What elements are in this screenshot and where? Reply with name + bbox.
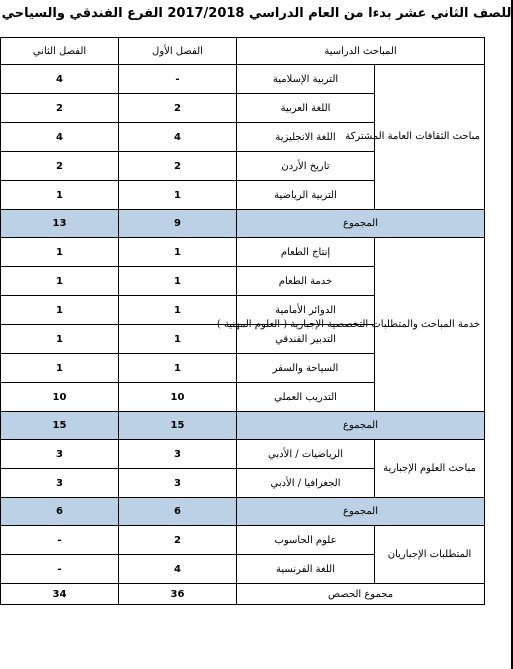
- semester-2-cell: 4: [1, 123, 119, 152]
- subject-cell: إنتاج الطعام: [237, 238, 375, 267]
- header-row: [1, 38, 485, 65]
- total-semester-2: 15: [1, 412, 119, 440]
- semester-1-cell: 3: [119, 469, 237, 498]
- semester-1-cell: 4: [119, 555, 237, 584]
- subject-cell: الدوائر الأمامية: [237, 296, 375, 325]
- total-semester-1: 15: [119, 412, 237, 440]
- grand-total-row: [1, 584, 485, 605]
- grand-total-label: مجموع الحصص: [237, 584, 485, 605]
- subject-cell: خدمة الطعام: [237, 267, 375, 296]
- total-row: [1, 498, 485, 526]
- semester-1-cell: 2: [119, 94, 237, 123]
- subject-cell: التربية الإسلامية: [237, 65, 375, 94]
- semester-2-cell: 1: [1, 325, 119, 354]
- total-label: المجموع: [237, 498, 485, 526]
- subject-cell: السياحة والسفر: [237, 354, 375, 383]
- header-semester-1: الفصل الأول: [119, 38, 237, 65]
- total-row: [1, 210, 485, 238]
- subject-cell: الرياضيات / الأدبي: [237, 440, 375, 469]
- semester-2-cell: 1: [1, 354, 119, 383]
- semester-1-cell: 1: [119, 181, 237, 210]
- semester-1-cell: 2: [119, 152, 237, 181]
- group-label: المتطلبات الإجباريان: [375, 526, 485, 584]
- semester-1-cell: 1: [119, 296, 237, 325]
- group-label: مباحث العلوم الإجبارية: [375, 440, 485, 498]
- semester-2-cell: -: [1, 555, 119, 584]
- semester-2-cell: 10: [1, 383, 119, 412]
- total-semester-1: 6: [119, 498, 237, 526]
- subject-cell: التربية الرياضية: [237, 181, 375, 210]
- group-label: خدمة المباحث والمتطلبات التخصصية الإجبارية ( العلوم المهنية ): [375, 238, 485, 412]
- semester-2-cell: 4: [1, 65, 119, 94]
- subject-cell: التدريب العملي: [237, 383, 375, 412]
- subject-cell: علوم الحاسوب: [237, 526, 375, 555]
- semester-2-cell: 1: [1, 181, 119, 210]
- subject-cell: تاريخ الأردن: [237, 152, 375, 181]
- page-title: للصف الثاني عشر بدءا من العام الدراسي 2017/2018 الفرع الفندقي والسياحي: [1, 6, 512, 21]
- group-label: مباحث الثقافات العامة المشتركة: [375, 65, 485, 210]
- semester-1-cell: 2: [119, 526, 237, 555]
- total-semester-1: 9: [119, 210, 237, 238]
- table-row: [1, 526, 485, 555]
- subject-cell: اللغة العربية: [237, 94, 375, 123]
- subject-cell: اللغة الفرنسية: [237, 555, 375, 584]
- semester-1-cell: 1: [119, 238, 237, 267]
- semester-2-cell: 2: [1, 94, 119, 123]
- semester-2-cell: 3: [1, 469, 119, 498]
- semester-2-cell: 1: [1, 296, 119, 325]
- total-label: المجموع: [237, 210, 485, 238]
- header-semester-2: الفصل الثاني: [1, 38, 119, 65]
- semester-2-cell: 1: [1, 238, 119, 267]
- total-semester-2: 6: [1, 498, 119, 526]
- semester-1-cell: -: [119, 65, 237, 94]
- subject-cell: اللغة الانجليزية: [237, 123, 375, 152]
- grand-total-semester-1: 36: [119, 584, 237, 605]
- semester-1-cell: 1: [119, 325, 237, 354]
- semester-1-cell: 1: [119, 354, 237, 383]
- semester-2-cell: 1: [1, 267, 119, 296]
- semester-1-cell: 1: [119, 267, 237, 296]
- table-row: [1, 440, 485, 469]
- subject-cell: التدبير الفندقي: [237, 325, 375, 354]
- total-label: المجموع: [237, 412, 485, 440]
- semester-2-cell: -: [1, 526, 119, 555]
- semester-2-cell: 2: [1, 152, 119, 181]
- total-semester-2: 13: [1, 210, 119, 238]
- study-plan-table: [0, 37, 485, 605]
- table-row: [1, 238, 485, 267]
- semester-2-cell: 3: [1, 440, 119, 469]
- total-row: [1, 412, 485, 440]
- header-topics: المباحث الدراسية: [237, 38, 485, 65]
- semester-1-cell: 4: [119, 123, 237, 152]
- table-row: [1, 65, 485, 94]
- subject-cell: الجغرافيا / الأدبي: [237, 469, 375, 498]
- semester-1-cell: 3: [119, 440, 237, 469]
- grand-total-semester-2: 34: [1, 584, 119, 605]
- semester-1-cell: 10: [119, 383, 237, 412]
